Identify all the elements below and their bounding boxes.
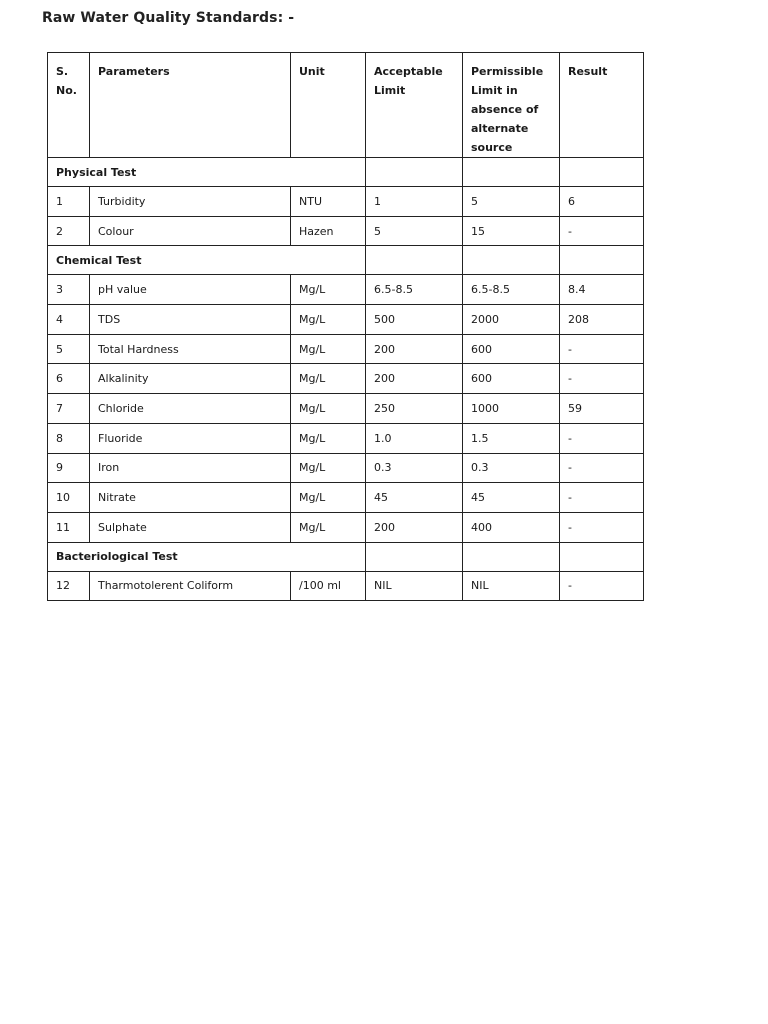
empty-cell bbox=[366, 158, 463, 187]
parameter-cell: Nitrate bbox=[90, 483, 291, 513]
table-row bbox=[48, 571, 644, 601]
section-label: Chemical Test bbox=[48, 246, 366, 275]
unit-cell: NTU bbox=[291, 187, 366, 217]
header-permissible-limit: Permissible Limit in absence of alternate source bbox=[463, 53, 560, 158]
header-parameters: Parameters bbox=[90, 53, 291, 158]
result-cell: - bbox=[560, 364, 644, 394]
permissible-limit-cell: 45 bbox=[463, 483, 560, 513]
acceptable-limit-cell: 1 bbox=[366, 187, 463, 217]
water-quality-table bbox=[47, 52, 644, 601]
table-row bbox=[48, 423, 644, 453]
empty-cell bbox=[366, 246, 463, 275]
parameter-cell: TDS bbox=[90, 305, 291, 335]
parameter-cell: Tharmotolerent Coliform bbox=[90, 571, 291, 601]
table-row bbox=[48, 275, 644, 305]
permissible-limit-cell: 600 bbox=[463, 334, 560, 364]
unit-cell: Mg/L bbox=[291, 364, 366, 394]
permissible-limit-cell: 2000 bbox=[463, 305, 560, 335]
sno-cell: 10 bbox=[48, 483, 90, 513]
unit-cell: Mg/L bbox=[291, 394, 366, 424]
unit-cell: Mg/L bbox=[291, 453, 366, 483]
empty-cell bbox=[463, 246, 560, 275]
table-body bbox=[48, 158, 644, 601]
header-unit: Unit bbox=[291, 53, 366, 158]
unit-cell: Mg/L bbox=[291, 334, 366, 364]
unit-cell: Mg/L bbox=[291, 483, 366, 513]
table-row bbox=[48, 483, 644, 513]
result-cell: 6 bbox=[560, 187, 644, 217]
empty-cell bbox=[560, 246, 644, 275]
document-title: Raw Water Quality Standards: - bbox=[42, 10, 295, 26]
parameter-cell: Chloride bbox=[90, 394, 291, 424]
sno-cell: 4 bbox=[48, 305, 90, 335]
parameter-cell: Sulphate bbox=[90, 512, 291, 542]
acceptable-limit-cell: 250 bbox=[366, 394, 463, 424]
unit-cell: Mg/L bbox=[291, 275, 366, 305]
result-cell: - bbox=[560, 512, 644, 542]
parameter-cell: Turbidity bbox=[90, 187, 291, 217]
sno-cell: 12 bbox=[48, 571, 90, 601]
empty-cell bbox=[366, 542, 463, 571]
parameter-cell: Total Hardness bbox=[90, 334, 291, 364]
table-row bbox=[48, 453, 644, 483]
acceptable-limit-cell: 200 bbox=[366, 334, 463, 364]
section-row bbox=[48, 158, 644, 187]
parameter-cell: Iron bbox=[90, 453, 291, 483]
permissible-limit-cell: 6.5-8.5 bbox=[463, 275, 560, 305]
table-row bbox=[48, 216, 644, 246]
empty-cell bbox=[463, 158, 560, 187]
header-result: Result bbox=[560, 53, 644, 158]
table-row bbox=[48, 512, 644, 542]
permissible-limit-cell: 400 bbox=[463, 512, 560, 542]
permissible-limit-cell: 15 bbox=[463, 216, 560, 246]
result-cell: - bbox=[560, 571, 644, 601]
table-row bbox=[48, 187, 644, 217]
unit-cell: /100 ml bbox=[291, 571, 366, 601]
permissible-limit-cell: 1000 bbox=[463, 394, 560, 424]
sno-cell: 9 bbox=[48, 453, 90, 483]
acceptable-limit-cell: 45 bbox=[366, 483, 463, 513]
sno-cell: 11 bbox=[48, 512, 90, 542]
parameter-cell: Colour bbox=[90, 216, 291, 246]
permissible-limit-cell: 0.3 bbox=[463, 453, 560, 483]
acceptable-limit-cell: 500 bbox=[366, 305, 463, 335]
result-cell: 59 bbox=[560, 394, 644, 424]
result-cell: - bbox=[560, 453, 644, 483]
acceptable-limit-cell: 200 bbox=[366, 364, 463, 394]
table-row bbox=[48, 364, 644, 394]
unit-cell: Hazen bbox=[291, 216, 366, 246]
section-label: Physical Test bbox=[48, 158, 366, 187]
parameter-cell: pH value bbox=[90, 275, 291, 305]
empty-cell bbox=[560, 542, 644, 571]
sno-cell: 8 bbox=[48, 423, 90, 453]
empty-cell bbox=[560, 158, 644, 187]
unit-cell: Mg/L bbox=[291, 305, 366, 335]
permissible-limit-cell: 600 bbox=[463, 364, 560, 394]
result-cell: - bbox=[560, 216, 644, 246]
section-row bbox=[48, 542, 644, 571]
result-cell: 208 bbox=[560, 305, 644, 335]
parameter-cell: Fluoride bbox=[90, 423, 291, 453]
table-header-row bbox=[48, 53, 644, 158]
acceptable-limit-cell: NIL bbox=[366, 571, 463, 601]
table-row bbox=[48, 305, 644, 335]
header-sno: S. No. bbox=[48, 53, 90, 158]
section-row bbox=[48, 246, 644, 275]
result-cell: 8.4 bbox=[560, 275, 644, 305]
acceptable-limit-cell: 0.3 bbox=[366, 453, 463, 483]
table-row bbox=[48, 394, 644, 424]
acceptable-limit-cell: 200 bbox=[366, 512, 463, 542]
unit-cell: Mg/L bbox=[291, 512, 366, 542]
sno-cell: 6 bbox=[48, 364, 90, 394]
sno-cell: 2 bbox=[48, 216, 90, 246]
permissible-limit-cell: NIL bbox=[463, 571, 560, 601]
permissible-limit-cell: 5 bbox=[463, 187, 560, 217]
sno-cell: 5 bbox=[48, 334, 90, 364]
acceptable-limit-cell: 5 bbox=[366, 216, 463, 246]
table-row bbox=[48, 334, 644, 364]
sno-cell: 1 bbox=[48, 187, 90, 217]
empty-cell bbox=[463, 542, 560, 571]
parameter-cell: Alkalinity bbox=[90, 364, 291, 394]
acceptable-limit-cell: 6.5-8.5 bbox=[366, 275, 463, 305]
section-label: Bacteriological Test bbox=[48, 542, 366, 571]
acceptable-limit-cell: 1.0 bbox=[366, 423, 463, 453]
sno-cell: 7 bbox=[48, 394, 90, 424]
sno-cell: 3 bbox=[48, 275, 90, 305]
result-cell: - bbox=[560, 423, 644, 453]
header-acceptable-limit: Acceptable Limit bbox=[366, 53, 463, 158]
result-cell: - bbox=[560, 483, 644, 513]
result-cell: - bbox=[560, 334, 644, 364]
permissible-limit-cell: 1.5 bbox=[463, 423, 560, 453]
unit-cell: Mg/L bbox=[291, 423, 366, 453]
